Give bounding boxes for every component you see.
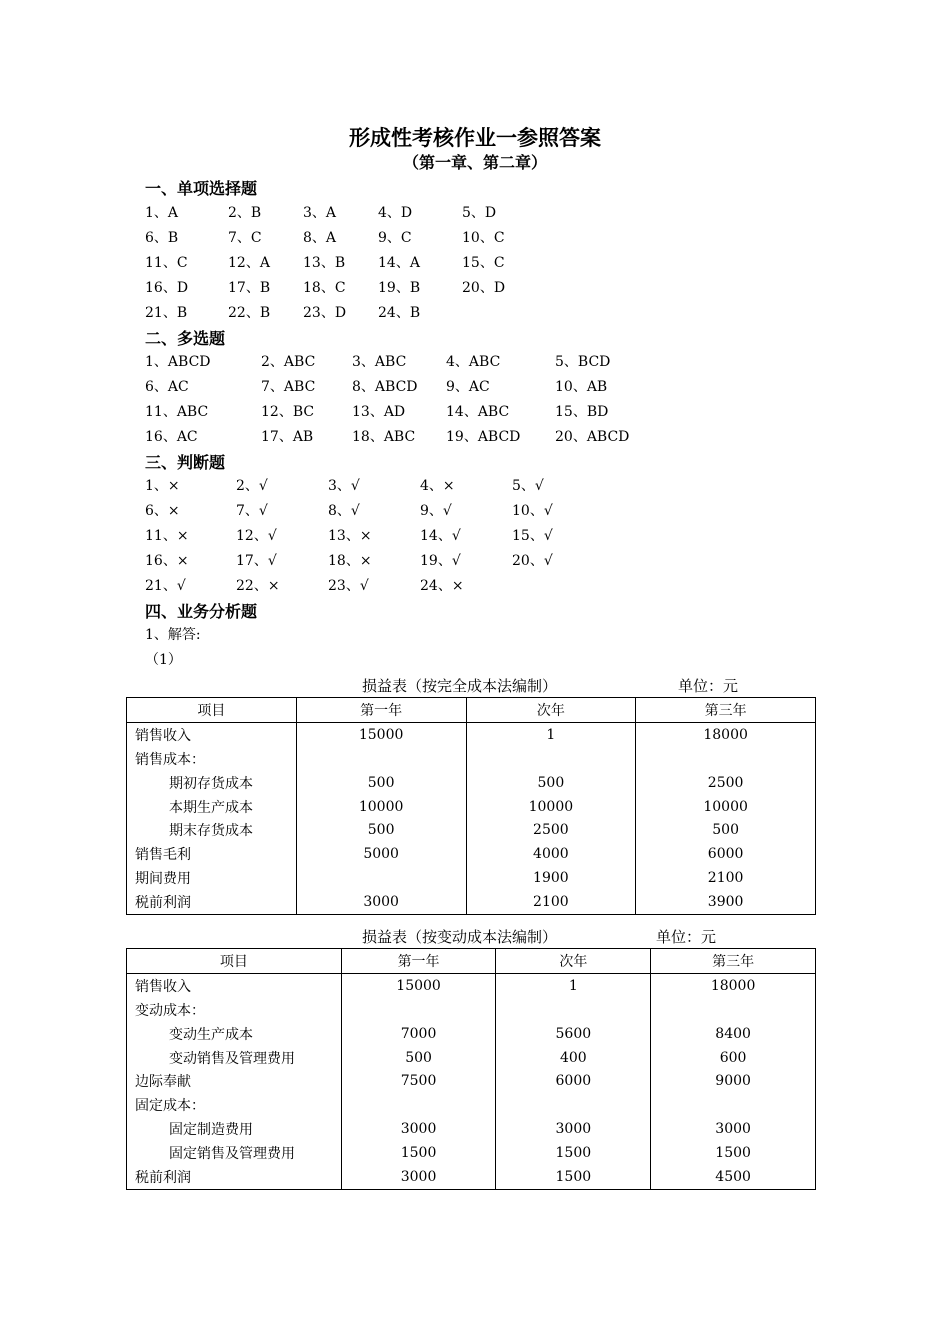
true-false-row bbox=[0, 525, 950, 547]
multi-choice-answer: 7、ABC bbox=[261, 378, 316, 395]
table-row-label: 变动销售及管理费用 bbox=[127, 1046, 342, 1070]
single-choice-answer: 7、C bbox=[228, 229, 262, 246]
table-cell: 1500 bbox=[651, 1141, 816, 1165]
multi-choice-row bbox=[0, 426, 950, 448]
table-cell: 5000 bbox=[296, 842, 466, 866]
table-row bbox=[127, 722, 816, 746]
single-choice-answer: 14、A bbox=[378, 254, 420, 271]
true-false-row bbox=[0, 500, 950, 522]
table-header-cell: 项目 bbox=[127, 698, 297, 723]
multi-choice-answer: 8、ABCD bbox=[352, 378, 418, 395]
true-false-answer: 16、× bbox=[145, 552, 189, 569]
true-false-answer: 14、√ bbox=[420, 527, 461, 544]
true-false-answer: 5、√ bbox=[512, 478, 544, 494]
table-cell: 7000 bbox=[341, 1022, 496, 1046]
true-false-answer: 23、√ bbox=[328, 577, 369, 594]
true-false-row bbox=[0, 475, 950, 497]
part-label: （1） bbox=[145, 652, 182, 668]
table-cell bbox=[636, 747, 816, 771]
true-false-answer: 10、√ bbox=[512, 502, 553, 519]
section-heading-single-choice: 一、单项选择题 bbox=[145, 179, 258, 198]
table-row bbox=[127, 1046, 816, 1070]
true-false-answer: 9、√ bbox=[420, 502, 452, 519]
table-cell: 5600 bbox=[496, 1022, 651, 1046]
single-choice-answer: 4、D bbox=[378, 205, 413, 221]
multi-choice-answer: 14、ABC bbox=[446, 403, 510, 420]
table-header-cell: 第三年 bbox=[636, 698, 816, 723]
table-row bbox=[127, 1069, 816, 1093]
table-row-label: 变动生产成本 bbox=[127, 1022, 342, 1046]
table-row-label: 销售收入 bbox=[127, 973, 342, 997]
table-row bbox=[127, 973, 816, 997]
table-cell: 10000 bbox=[296, 795, 466, 819]
table-header-cell: 第一年 bbox=[296, 698, 466, 723]
table2-unit: 单位：元 bbox=[656, 928, 717, 946]
single-choice-answer: 13、B bbox=[303, 254, 346, 271]
table-row bbox=[127, 842, 816, 866]
true-false-answer: 21、√ bbox=[145, 577, 186, 594]
multi-choice-row bbox=[0, 376, 950, 398]
true-false-answer: 15、√ bbox=[512, 527, 553, 544]
table-row bbox=[127, 1141, 816, 1165]
table-header-cell: 第一年 bbox=[341, 949, 496, 974]
single-choice-answer: 8、A bbox=[303, 229, 337, 246]
table-cell: 1500 bbox=[341, 1141, 496, 1165]
table-cell: 15000 bbox=[296, 722, 466, 746]
table-cell: 500 bbox=[296, 771, 466, 795]
multi-choice-answer: 15、BD bbox=[555, 403, 609, 420]
single-choice-row bbox=[0, 202, 950, 224]
table-header-cell: 第三年 bbox=[651, 949, 816, 974]
table-cell: 3000 bbox=[341, 1165, 496, 1189]
table-cell: 1500 bbox=[496, 1141, 651, 1165]
true-false-answer: 19、√ bbox=[420, 552, 461, 569]
table-row bbox=[127, 1165, 816, 1189]
table-row-label: 期间费用 bbox=[127, 866, 297, 890]
true-false-answer: 1、× bbox=[145, 478, 180, 494]
table1-unit: 单位：元 bbox=[678, 677, 739, 695]
table-row-label: 固定制造费用 bbox=[127, 1117, 342, 1141]
true-false-answer: 6、× bbox=[145, 502, 180, 519]
table-cell: 1 bbox=[496, 973, 651, 997]
true-false-answer: 18、× bbox=[328, 552, 372, 569]
true-false-row bbox=[0, 575, 950, 597]
table-cell bbox=[651, 1093, 816, 1117]
table-row bbox=[127, 1022, 816, 1046]
table-row bbox=[127, 747, 816, 771]
table-cell: 500 bbox=[296, 818, 466, 842]
table-row-label: 税前利润 bbox=[127, 1165, 342, 1189]
table-cell: 3000 bbox=[651, 1117, 816, 1141]
section-heading-true-false: 三、判断题 bbox=[145, 453, 226, 472]
table-header-cell: 次年 bbox=[496, 949, 651, 974]
table-cell bbox=[466, 747, 636, 771]
table-row bbox=[127, 1093, 816, 1117]
table-cell: 8400 bbox=[651, 1022, 816, 1046]
true-false-answer: 2、√ bbox=[236, 478, 268, 494]
multi-choice-answer: 19、ABCD bbox=[446, 428, 521, 445]
table-cell: 3900 bbox=[636, 890, 816, 914]
table-cell: 3000 bbox=[341, 1117, 496, 1141]
table-cell: 4500 bbox=[651, 1165, 816, 1189]
table-row bbox=[127, 818, 816, 842]
table-cell: 500 bbox=[341, 1046, 496, 1070]
multi-choice-row bbox=[0, 351, 950, 373]
table-header-cell: 次年 bbox=[466, 698, 636, 723]
table-row-label: 期末存货成本 bbox=[127, 818, 297, 842]
multi-choice-answer: 9、AC bbox=[446, 378, 490, 395]
table2-caption: 损益表（按变动成本法编制） bbox=[362, 928, 558, 946]
single-choice-answer: 19、B bbox=[378, 279, 421, 296]
table-cell: 2500 bbox=[636, 771, 816, 795]
true-false-answer: 17、√ bbox=[236, 552, 277, 569]
true-false-answer: 7、√ bbox=[236, 502, 268, 519]
single-choice-answer: 2、B bbox=[228, 205, 262, 221]
multi-choice-answer: 2、ABC bbox=[261, 354, 316, 370]
true-false-answer: 8、√ bbox=[328, 502, 360, 519]
table-cell: 15000 bbox=[341, 973, 496, 997]
table-row-label: 本期生产成本 bbox=[127, 795, 297, 819]
table-row bbox=[127, 1117, 816, 1141]
single-choice-row bbox=[0, 277, 950, 299]
table-cell bbox=[496, 998, 651, 1022]
multi-choice-answer: 5、BCD bbox=[555, 354, 611, 370]
table-cell: 2100 bbox=[636, 866, 816, 890]
table-header-cell: 项目 bbox=[127, 949, 342, 974]
single-choice-row bbox=[0, 252, 950, 274]
table-row-label: 销售成本： bbox=[127, 747, 297, 771]
table-cell: 7500 bbox=[341, 1069, 496, 1093]
page-title: 形成性考核作业一参照答案 bbox=[349, 126, 601, 150]
true-false-answer: 11、× bbox=[145, 527, 189, 544]
single-choice-answer: 11、C bbox=[145, 254, 188, 271]
table-cell: 1900 bbox=[466, 866, 636, 890]
table-row-label: 固定成本： bbox=[127, 1093, 342, 1117]
page-subtitle: （第一章、第二章） bbox=[402, 153, 547, 172]
single-choice-answer: 24、B bbox=[378, 304, 421, 321]
table-cell: 600 bbox=[651, 1046, 816, 1070]
table-cell bbox=[296, 747, 466, 771]
single-choice-row bbox=[0, 227, 950, 249]
table-cell: 400 bbox=[496, 1046, 651, 1070]
single-choice-answer: 1、A bbox=[145, 205, 179, 221]
single-choice-answer: 22、B bbox=[228, 304, 271, 321]
single-choice-answer: 9、C bbox=[378, 229, 412, 246]
multi-choice-answer: 11、ABC bbox=[145, 403, 209, 420]
table-cell: 18000 bbox=[651, 973, 816, 997]
table-cell: 10000 bbox=[636, 795, 816, 819]
true-false-answer: 24、× bbox=[420, 577, 464, 594]
table1-caption: 损益表（按完全成本法编制） bbox=[362, 677, 558, 695]
table-cell bbox=[651, 998, 816, 1022]
table-row bbox=[127, 866, 816, 890]
single-choice-answer: 23、D bbox=[303, 304, 347, 321]
table-cell bbox=[341, 1093, 496, 1117]
single-choice-answer: 3、A bbox=[303, 205, 337, 221]
single-choice-answer: 21、B bbox=[145, 304, 188, 321]
single-choice-answer: 17、B bbox=[228, 279, 271, 296]
multi-choice-answer: 10、AB bbox=[555, 378, 608, 395]
variable-costing-income-statement bbox=[126, 948, 816, 1190]
multi-choice-answer: 17、AB bbox=[261, 428, 314, 445]
table-cell bbox=[296, 866, 466, 890]
table-row-label: 变动成本： bbox=[127, 998, 342, 1022]
table-cell bbox=[341, 998, 496, 1022]
table-row bbox=[127, 795, 816, 819]
table-row bbox=[127, 771, 816, 795]
table-row-label: 固定销售及管理费用 bbox=[127, 1141, 342, 1165]
answer-label: 1、解答: bbox=[145, 627, 201, 643]
table-row-label: 销售毛利 bbox=[127, 842, 297, 866]
table-row bbox=[127, 998, 816, 1022]
single-choice-answer: 12、A bbox=[228, 254, 270, 271]
table-cell: 3000 bbox=[296, 890, 466, 914]
true-false-answer: 22、× bbox=[236, 577, 280, 594]
single-choice-answer: 6、B bbox=[145, 229, 179, 246]
table-row-label: 销售收入 bbox=[127, 722, 297, 746]
single-choice-answer: 20、D bbox=[462, 279, 506, 296]
single-choice-answer: 16、D bbox=[145, 279, 189, 296]
multi-choice-answer: 12、BC bbox=[261, 403, 315, 420]
table-cell: 3000 bbox=[496, 1117, 651, 1141]
single-choice-answer: 10、C bbox=[462, 229, 505, 246]
multi-choice-answer: 6、AC bbox=[145, 378, 189, 395]
true-false-answer: 20、√ bbox=[512, 552, 553, 569]
true-false-answer: 12、√ bbox=[236, 527, 277, 544]
multi-choice-answer: 16、AC bbox=[145, 428, 198, 445]
table-row-label: 边际奉献 bbox=[127, 1069, 342, 1093]
section-heading-multi-choice: 二、多选题 bbox=[145, 329, 226, 348]
table-cell: 9000 bbox=[651, 1069, 816, 1093]
table-cell: 4000 bbox=[466, 842, 636, 866]
table-cell: 6000 bbox=[636, 842, 816, 866]
table-cell: 10000 bbox=[466, 795, 636, 819]
multi-choice-row bbox=[0, 401, 950, 423]
single-choice-answer: 15、C bbox=[462, 254, 505, 271]
table-cell: 6000 bbox=[496, 1069, 651, 1093]
absorption-costing-income-statement bbox=[126, 697, 816, 915]
table-row-label: 期初存货成本 bbox=[127, 771, 297, 795]
multi-choice-answer: 3、ABC bbox=[352, 354, 407, 370]
table-cell bbox=[496, 1093, 651, 1117]
table-cell: 1500 bbox=[496, 1165, 651, 1189]
multi-choice-answer: 1、ABCD bbox=[145, 354, 211, 370]
true-false-answer: 3、√ bbox=[328, 478, 360, 494]
table-row bbox=[127, 890, 816, 914]
table-cell: 500 bbox=[636, 818, 816, 842]
single-choice-answer: 18、C bbox=[303, 279, 346, 296]
table-cell: 2500 bbox=[466, 818, 636, 842]
table-cell: 500 bbox=[466, 771, 636, 795]
table-cell: 2100 bbox=[466, 890, 636, 914]
single-choice-answer: 5、D bbox=[462, 205, 497, 221]
single-choice-row bbox=[0, 302, 950, 324]
table-cell: 18000 bbox=[636, 722, 816, 746]
multi-choice-answer: 4、ABC bbox=[446, 354, 501, 370]
table-row-label: 税前利润 bbox=[127, 890, 297, 914]
true-false-answer: 13、× bbox=[328, 527, 372, 544]
table-cell: 1 bbox=[466, 722, 636, 746]
multi-choice-answer: 20、ABCD bbox=[555, 428, 630, 445]
multi-choice-answer: 18、ABC bbox=[352, 428, 416, 445]
true-false-row bbox=[0, 550, 950, 572]
multi-choice-answer: 13、AD bbox=[352, 403, 406, 420]
true-false-answer: 4、× bbox=[420, 478, 455, 494]
section-heading-business-analysis: 四、业务分析题 bbox=[145, 602, 258, 621]
